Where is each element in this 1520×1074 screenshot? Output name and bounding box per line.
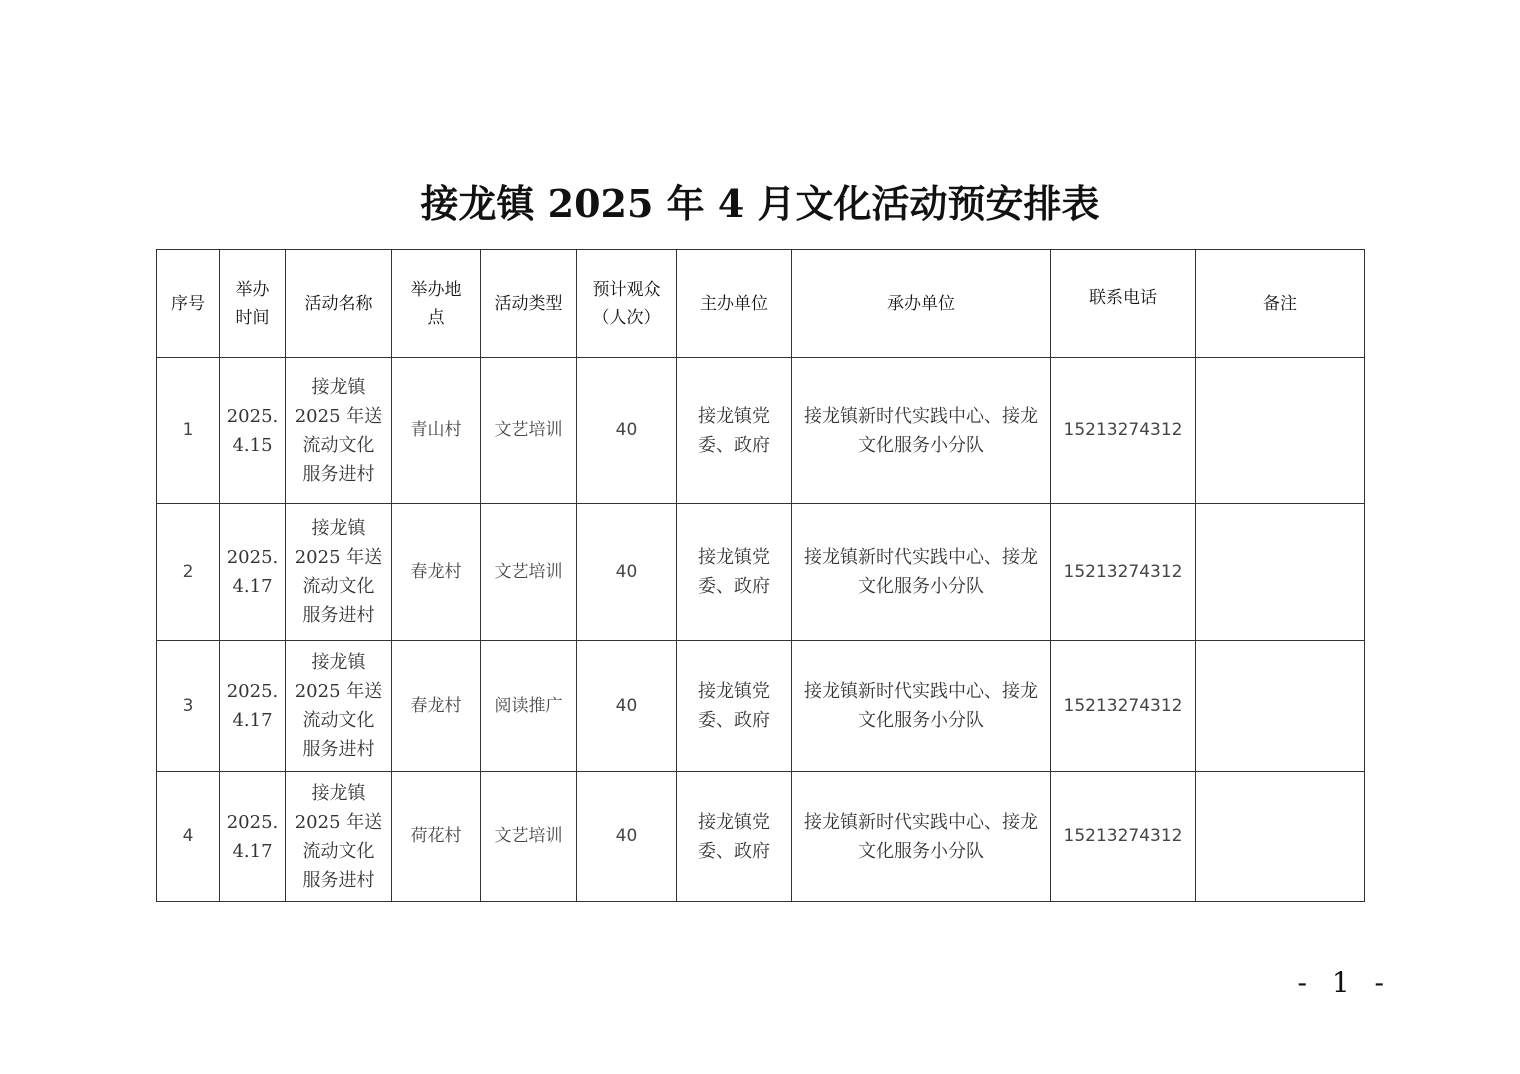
table-header-row [157, 250, 1365, 358]
cell-remarks [1196, 358, 1365, 504]
cell-activity-name [286, 641, 392, 772]
cell-audience: 40 [577, 641, 677, 772]
cell-activity-name [286, 772, 392, 902]
cell-type: 文艺培训 [481, 504, 577, 641]
header-seq: 序号 [157, 250, 220, 358]
cell-host-line: 接龙镇党 [698, 547, 770, 568]
cell-phone: 15213274312 [1051, 358, 1196, 504]
cell-activity-name-line: 流动文化 [302, 434, 375, 456]
page-title: 接龙镇 2025 年 4 月文化活动预安排表 [420, 181, 1100, 226]
cell-organizer-line: 接龙镇新时代实践中心、接龙 [804, 405, 1038, 427]
cell-date-line2: 4.17 [232, 840, 273, 862]
cell-place: 春龙村 [392, 504, 481, 641]
cell-activity-name-line: 流动文化 [302, 840, 375, 862]
cell-activity-name-line: 流动文化 [302, 576, 375, 597]
cell-remarks [1196, 772, 1365, 902]
page-number: - 1 - [1297, 966, 1392, 999]
cell-place: 青山村 [392, 358, 481, 504]
cell-host [677, 504, 792, 641]
table-row [157, 358, 1365, 504]
cell-organizer [792, 772, 1051, 902]
cell-date-line1: 2025. [226, 405, 279, 427]
activity-schedule-table [156, 249, 1365, 902]
cell-organizer-line: 文化服务小分队 [858, 434, 984, 456]
header-place [392, 250, 481, 358]
cell-type: 文艺培训 [481, 772, 577, 902]
cell-date-line2: 4.17 [232, 576, 273, 597]
cell-activity-name-line: 服务进村 [302, 463, 375, 485]
cell-activity-name [286, 504, 392, 641]
cell-phone: 15213274312 [1051, 772, 1196, 902]
header-place-line1: 举办地 [410, 279, 462, 300]
cell-activity-name-line: 接龙镇 [311, 376, 366, 398]
cell-audience: 40 [577, 358, 677, 504]
cell-host [677, 641, 792, 772]
cell-organizer [792, 504, 1051, 641]
cell-organizer [792, 358, 1051, 504]
header-audience [577, 250, 677, 358]
cell-host-line: 委、政府 [698, 576, 770, 597]
cell-activity-name-line: 流动文化 [302, 710, 375, 731]
cell-host-line: 接龙镇党 [698, 681, 770, 702]
cell-activity-name-line: 2025 年送 [294, 811, 383, 833]
cell-seq: 4 [157, 772, 220, 902]
cell-seq: 1 [157, 358, 220, 504]
cell-place: 荷花村 [392, 772, 481, 902]
cell-date [220, 504, 286, 641]
header-phone: 联系电话 [1051, 250, 1196, 358]
table-row [157, 641, 1365, 772]
cell-activity-name-line: 2025 年送 [294, 681, 383, 702]
cell-activity-name-line: 服务进村 [302, 605, 375, 626]
cell-remarks [1196, 504, 1365, 641]
header-name: 活动名称 [286, 250, 392, 358]
cell-date [220, 358, 286, 504]
cell-host-line: 接龙镇党 [698, 811, 770, 833]
header-time [220, 250, 286, 358]
cell-organizer-line: 文化服务小分队 [858, 840, 984, 862]
cell-organizer-line: 文化服务小分队 [858, 576, 984, 597]
header-remarks: 备注 [1196, 250, 1365, 358]
cell-organizer-line: 文化服务小分队 [858, 710, 984, 731]
cell-date-line1: 2025. [226, 811, 279, 833]
cell-activity-name-line: 服务进村 [302, 869, 375, 891]
cell-activity-name-line: 2025 年送 [294, 405, 383, 427]
cell-host-line: 委、政府 [698, 840, 770, 862]
cell-date-line1: 2025. [226, 547, 279, 568]
cell-phone: 15213274312 [1051, 504, 1196, 641]
cell-organizer-line: 接龙镇新时代实践中心、接龙 [804, 811, 1038, 833]
cell-seq: 2 [157, 504, 220, 641]
cell-seq: 3 [157, 641, 220, 772]
header-place-line2: 点 [427, 307, 445, 328]
cell-audience: 40 [577, 772, 677, 902]
cell-audience: 40 [577, 504, 677, 641]
header-time-line2: 时间 [235, 307, 270, 328]
cell-activity-name [286, 358, 392, 504]
cell-date-line2: 4.15 [232, 434, 273, 456]
cell-host [677, 772, 792, 902]
header-audience-line1: 预计观众 [592, 279, 661, 300]
cell-host-line: 接龙镇党 [698, 405, 770, 427]
cell-organizer-line: 接龙镇新时代实践中心、接龙 [804, 681, 1038, 702]
cell-date-line1: 2025. [226, 681, 279, 702]
header-type: 活动类型 [481, 250, 577, 358]
cell-activity-name-line: 2025 年送 [294, 547, 383, 568]
cell-date [220, 641, 286, 772]
cell-type: 阅读推广 [481, 641, 577, 772]
cell-host [677, 358, 792, 504]
cell-activity-name-line: 接龙镇 [311, 782, 366, 804]
cell-activity-name-line: 服务进村 [302, 739, 375, 760]
cell-type: 文艺培训 [481, 358, 577, 504]
header-organizer: 承办单位 [792, 250, 1051, 358]
cell-activity-name-line: 接龙镇 [311, 652, 366, 673]
cell-date-line2: 4.17 [232, 710, 273, 731]
cell-organizer [792, 641, 1051, 772]
cell-activity-name-line: 接龙镇 [311, 518, 366, 539]
cell-date [220, 772, 286, 902]
header-audience-line2: （人次） [592, 307, 661, 328]
cell-phone: 15213274312 [1051, 641, 1196, 772]
cell-host-line: 委、政府 [698, 434, 770, 456]
table-row [157, 504, 1365, 641]
header-host: 主办单位 [677, 250, 792, 358]
cell-organizer-line: 接龙镇新时代实践中心、接龙 [804, 547, 1038, 568]
cell-place: 春龙村 [392, 641, 481, 772]
table-row [157, 772, 1365, 902]
cell-remarks [1196, 641, 1365, 772]
cell-host-line: 委、政府 [698, 710, 770, 731]
header-time-line1: 举办 [235, 279, 270, 300]
